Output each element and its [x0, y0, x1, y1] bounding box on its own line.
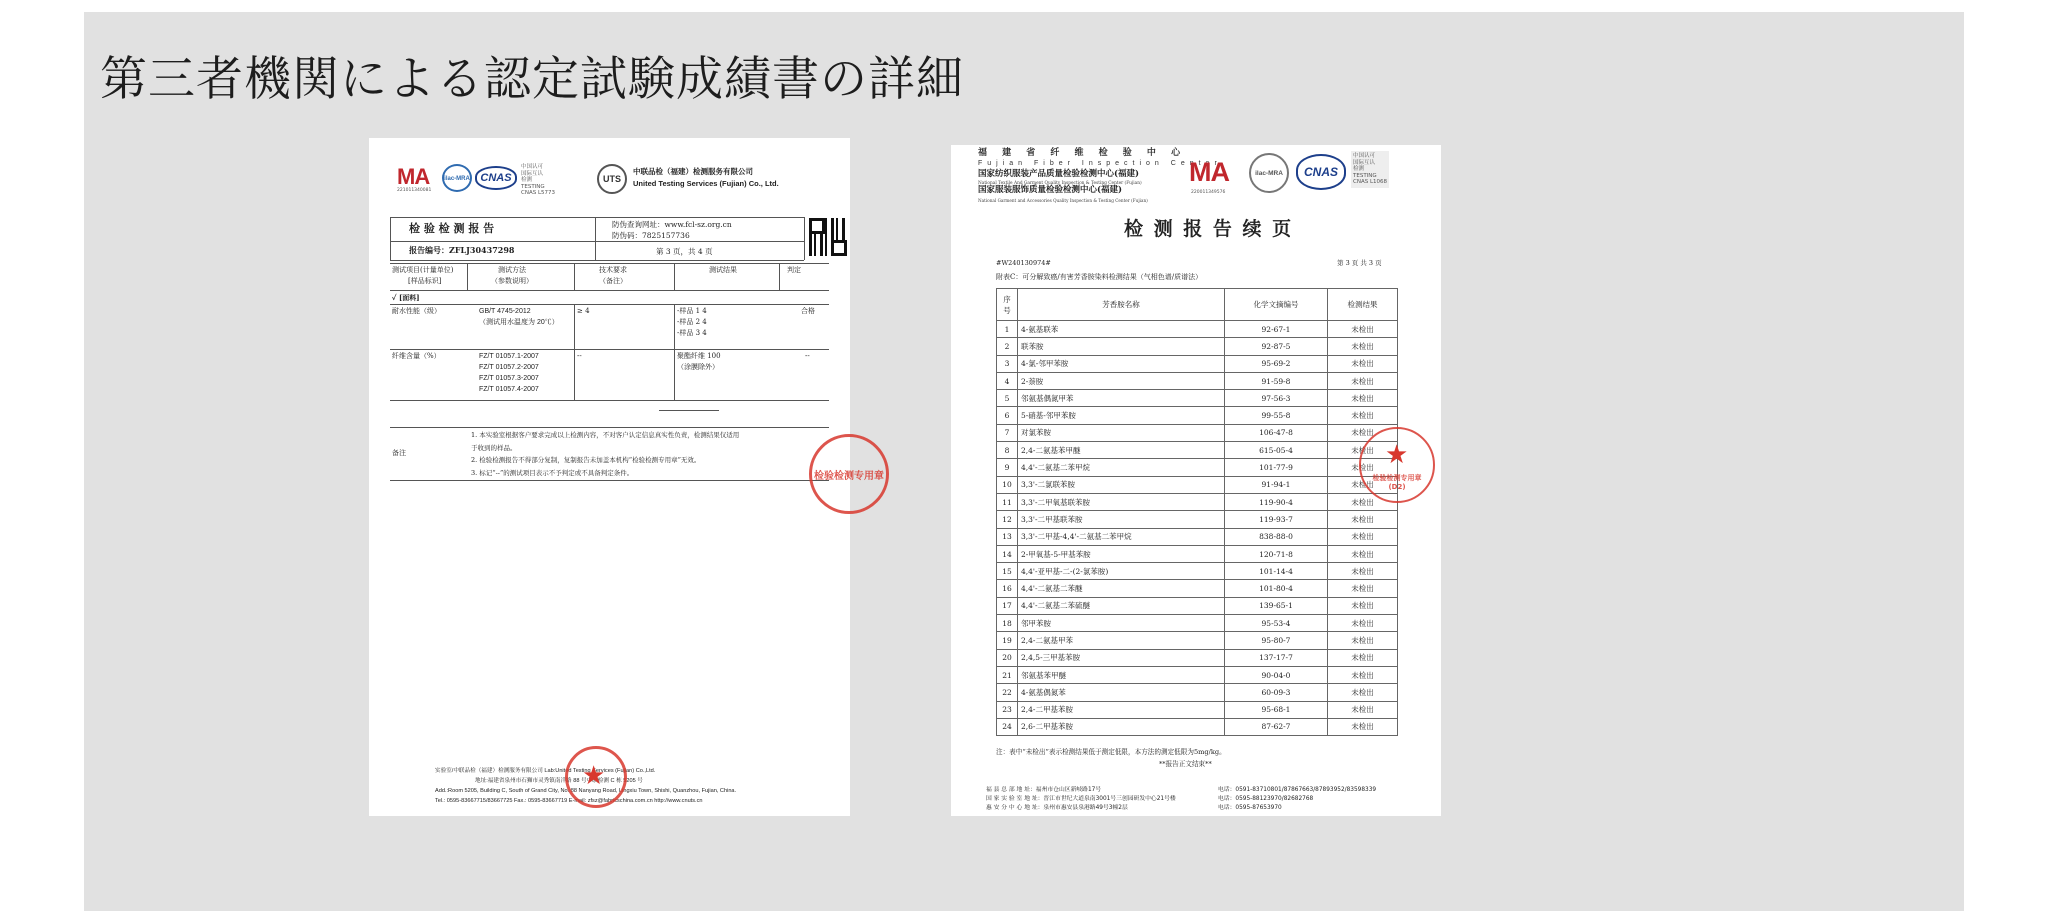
table-row: 24 2,6-二甲基苯胺 87-62-7 未检出	[997, 718, 1398, 735]
center-line2-en: National Textile And Garment Quality Inspection & Testing Center (Fujian)	[978, 181, 1142, 186]
row-item: 纤维含量（%）	[392, 352, 441, 360]
page-info: 第 3 页 共 3 页	[1337, 259, 1382, 267]
footer-phones: 电话：0591-83710801/87867663/87893952/83598339 电话：0595-88123970/82682768 电话：0595-87653970	[1218, 787, 1377, 811]
cnas-logo: CNAS	[475, 166, 517, 190]
table-row: 11 3,3'-二甲氧基联苯胺 119-90-4 未检出	[997, 493, 1398, 510]
seal-stamp: 检验检测专用章 (D2)	[1359, 427, 1435, 503]
table-row: 4 2-萘胺 91-59-8 未检出	[997, 372, 1398, 389]
col-header-cas: 化学文摘编号	[1225, 289, 1328, 321]
report-title: 检 验 检 测 报 告	[409, 222, 495, 235]
ilac-logo: ilac-MRA	[1249, 153, 1289, 193]
report-continuation-title: 检 测 报 告 续 页	[1124, 218, 1294, 240]
row-method: FZ/T 01057.1-2007 FZ/T 01057.2-2007 FZ/T 01057.3-2007 FZ/T 01057.4-2007	[479, 353, 539, 393]
page-title: 第三者機関による認定試験成績書の詳細	[100, 52, 964, 107]
table-row: 18 邻甲苯胺 95-53-4 未检出	[997, 615, 1398, 632]
table-row: 5 邻氨基偶氮甲苯 97-56-3 未检出	[997, 390, 1398, 407]
center-name-en: Fujian Fiber Inspection Center	[978, 160, 1222, 167]
verify-site: 防伪查询网址：www.fcl-sz.org.cn	[612, 220, 732, 229]
row-method: GB/T 4745-2012 （测试用水温度为 20℃）	[479, 308, 559, 326]
verify-code: 防伪码：7825157736	[612, 231, 690, 240]
seal-stamp: 检验检测专用章	[809, 434, 889, 514]
col-header-requirement: 技术要求 （备注）	[599, 266, 627, 285]
footer-addresses: 福 县 总 部 地 址：福州市仓山区新岐路17号 国 家 实 验 室 地 址：晋江市世纪大道泉南3001号三创园研发中心21号楼 惠 安 分 中 心 地 址：泉州市惠安县泉港路49号3幢2层	[986, 787, 1176, 811]
report-number: #W240130974#	[996, 259, 1051, 267]
table-row: 21 邻氨基苯甲醚 90-04-0 未检出	[997, 666, 1398, 683]
cma-logo: MA	[1189, 157, 1229, 187]
company-name-en: United Testing Services (Fujian) Co., Ltd.	[633, 179, 779, 188]
table-row: 1 4-氨基联苯 92-67-1 未检出	[997, 321, 1398, 338]
table-row: 13 3,3'-二甲基-4,4'-二氨基二苯甲烷 838-88-0 未检出	[997, 528, 1398, 545]
table-row: 3 4-氯-邻甲苯胺 95-69-2 未检出	[997, 355, 1398, 372]
table-header-row	[997, 289, 1398, 321]
table-row: 22 4-氨基偶氮苯 60-09-3 未检出	[997, 684, 1398, 701]
cma-number: 220011349576	[1191, 190, 1226, 195]
row-item: 耐水性能（级）	[392, 307, 441, 315]
table-row: 2 联苯胺 92-87-5 未检出	[997, 338, 1398, 355]
col-header-method: 测试方法 （参数说明）	[491, 266, 533, 285]
row-requirement: ≥ 4	[577, 307, 590, 315]
notes-label: 备注	[392, 449, 406, 457]
table-note: 注：表中“未检出”表示检测结果低于测定低限，本方法的测定低限为5mg/kg。	[996, 748, 1226, 756]
table-row: 7 对氯苯胺 106-47-8 未检出	[997, 424, 1398, 441]
center-line3-en: National Garment and Accessories Quality Inspection & Testing Center (Fujian)	[978, 198, 1148, 203]
table-row: 10 3,3'-二氯联苯胺 91-94-1 未检出	[997, 476, 1398, 493]
company-name-cn: 中联品检（福建）检测服务有限公司	[633, 167, 753, 176]
end-of-report: **报告正文结束**	[1159, 760, 1212, 768]
appendix-title: 附表C：可分解致癌/有害芳香胺染料检测结果（气相色谱/质谱法）	[996, 273, 1203, 281]
table-row: 20 2,4,5-三甲基苯胺 137-17-7 未检出	[997, 649, 1398, 666]
col-header-no: 序号	[997, 289, 1018, 321]
table-row: 14 2-甲氧基-5-甲基苯胺 120-71-8 未检出	[997, 545, 1398, 562]
table-row: 19 2,4-二氨基甲苯 95-80-7 未检出	[997, 632, 1398, 649]
col-header-result: 测试结果	[709, 266, 737, 274]
col-header-item: 测试项目(计量单位) [样品标识]	[392, 266, 454, 285]
row-requirement: --	[577, 352, 582, 360]
uts-logo: UTS	[597, 164, 627, 194]
section-label: ✓ [面料]	[392, 293, 420, 302]
test-report-1	[369, 138, 884, 816]
col-header-result: 检测结果	[1328, 289, 1398, 321]
center-line3: 国家服装服饰质量检验检测中心(福建)	[978, 185, 1123, 195]
table-row: 12 3,3'-二甲基联苯胺 119-93-7 未检出	[997, 511, 1398, 528]
center-name-cn: 福 建 省 纤 维 检 验 中 心	[978, 148, 1187, 158]
table-row: 6 5-硝基-邻甲苯胺 99-55-8 未检出	[997, 407, 1398, 424]
amine-results-table	[996, 288, 1398, 736]
cma-logo: MA	[397, 164, 430, 189]
col-header-verdict: 判定	[787, 266, 801, 274]
cma-number: 221011340081	[397, 188, 432, 193]
cnas-logo: CNAS	[1296, 154, 1346, 190]
accreditation-text: 中国认可 国际互认 检测 TESTING CNAS L1068	[1351, 151, 1389, 188]
star-icon: ★	[1385, 440, 1409, 470]
qr-code	[809, 218, 847, 256]
table-row: 23 2,4-二甲基苯胺 95-68-1 未检出	[997, 701, 1398, 718]
col-header-name: 芳香胺名称	[1018, 289, 1225, 321]
test-report-2	[951, 145, 1441, 816]
notes: 1. 本实验室根据客户要求完成以上检测内容，不对客户认定信息真实性负责，检测结果仅适用 于收到的样品。 2. 检验检测报告不得部分复制，复制报告未加盖本机构“检验检测专用章”无效。 3. 标记“--”的测试项目表示不予判定或不具备判定条件。	[471, 431, 740, 477]
ilac-logo: ilac-MRA	[442, 164, 472, 192]
center-line2: 国家纺织服装产品质量检验检测中心(福建)	[978, 169, 1140, 179]
row-results: 聚酯纤维 100 （涂膜除外）	[677, 352, 721, 371]
page-info: 第 3 页，共 4 页	[656, 247, 713, 256]
row-verdict: 合格	[801, 307, 815, 315]
table-row: 17 4,4'-二氨基二苯硫醚 139-65-1 未检出	[997, 597, 1398, 614]
row-verdict: --	[805, 352, 810, 360]
star-icon: ★	[582, 761, 606, 791]
table-row: 16 4,4'-二氨基二苯醚 101-80-4 未检出	[997, 580, 1398, 597]
table-row: 8 2,4-二氨基苯甲醚 615-05-4 未检出	[997, 442, 1398, 459]
report-footer: 实验室/中联品检（福建）检测服务有限公司 Lab:United Testing Services (Fujian) Co.,Ltd. 地址:福建省泉州市石狮市灵秀镇南洋路 88 号中联检测 C 栋 5205 号 Add.:Room 5205, Building C, South of Grand City, No. 88 Nanyang Road, Lingxiu Town, Shishi, Quanzhou, Fujian, China. Tel.: 0595-83667715/83667725 Fax.: 0595-83667719 E-mail: zfsz@fabricschina.com.cn http://www.cnuts.cn	[435, 768, 737, 804]
row-results: -样品 1 4 -样品 2 4 -样品 3 4	[677, 307, 707, 337]
table-row: 15 4,4'-亚甲基-二-(2-氯苯胺) 101-14-4 未检出	[997, 563, 1398, 580]
table-row: 9 4,4'-二氨基二苯甲烷 101-77-9 未检出	[997, 459, 1398, 476]
report-number: 报告编号：ZFLJ30437298	[409, 245, 515, 255]
accreditation-text: 中国认可 国际互认 检测 TESTING CNAS L5773	[521, 164, 556, 196]
